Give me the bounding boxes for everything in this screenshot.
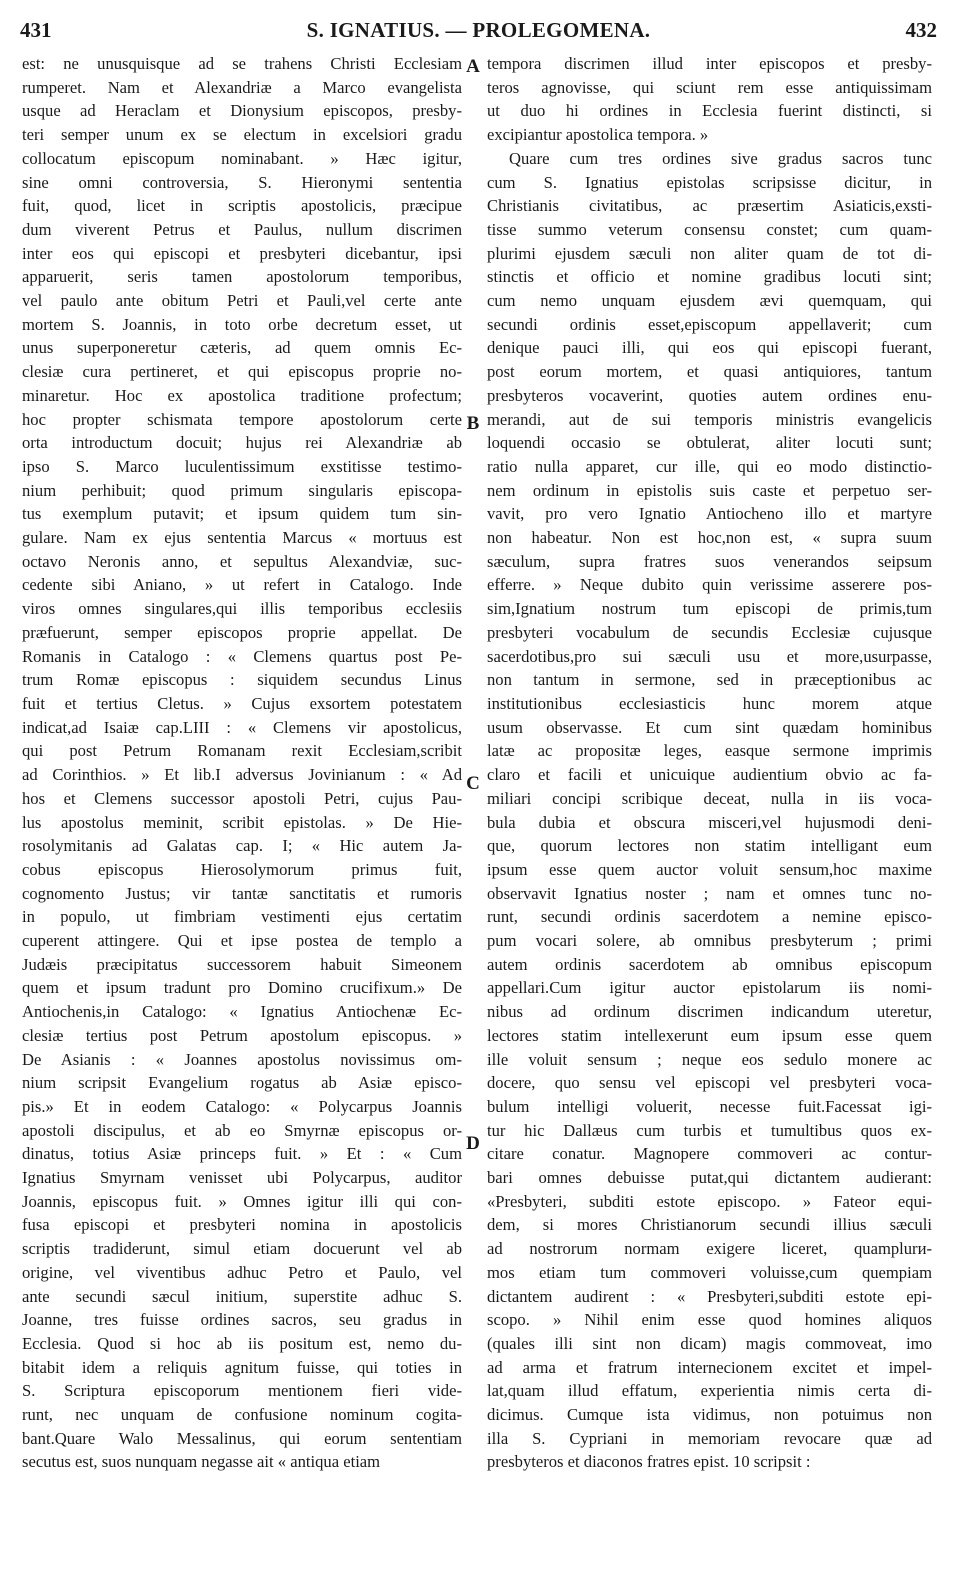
text-line: scriptis tradiderunt, simul etiam docuerunt vel ab — [22, 1239, 462, 1259]
right-column — [487, 52, 932, 1572]
text-line: ante secundi sæcul initium, superstite adhuc S. — [22, 1286, 462, 1306]
text-line: clesiæ cura pertineret, et qui episcopus proprie no- — [22, 362, 462, 382]
text-line: lectores statim intellexerunt eum ipsum esse quem — [487, 1025, 932, 1045]
text-line: præfuerunt, semper episcopos proprie appellat. De — [22, 622, 462, 642]
text-line: ille voluit sensum ; neque eos sedulo monere ac — [487, 1049, 932, 1069]
text-line: fusa episcopi et presbyteri nomina in apostolicis — [22, 1215, 462, 1235]
text-line: presbyteros et diaconos fratres epist. 10 scripsit : — [487, 1452, 811, 1472]
text-line: plurimi ejusdem sæculi non aliter quam de tot di- — [487, 243, 932, 263]
text-line: rumperet. Nam et Alexandriæ a Marco evangelista — [22, 77, 462, 97]
text-line: cedente sibi Aniano, » ut refert in Catalogo. Inde — [22, 575, 462, 595]
text-line: secundi ordinis esset,episcopum appellaverit; cum — [487, 314, 932, 334]
text-line: unus superponeretur cæteris, ad quem omnis Ec- — [22, 338, 462, 358]
text-line: denique pauci illi, qui eos qui episcopi fuerant, — [487, 338, 932, 358]
text-line: nium perhibuit; quod primum singularis episcopa- — [22, 480, 462, 500]
text-line: ad arma et fratrum internecionem excitet et impel- — [487, 1357, 932, 1377]
text-line: indicat,ad Isaiæ cap.LIII : « Clemens vir apostolicus, — [22, 717, 462, 737]
text-line: rosolymitanis ad Galatas cap. I; « Hic autem Ja- — [22, 836, 462, 856]
text-line: bula dubia et obscura misceri,vel hujusmodi deni- — [487, 812, 932, 832]
text-line: mortem S. Joannis, in toto orbe decretum esset, ut — [22, 314, 462, 334]
text-line: observavit Ignatius noster ; nam et omnes tunc no- — [487, 883, 932, 903]
text-line: Antiochenis,in Catalogo: « Ignatius Antiochenæ Ec- — [22, 1002, 462, 1022]
text-line: tur hic Dallæus cum turbis et tumultibus quos ex- — [487, 1120, 932, 1140]
text-line: sim,Ignatium nostrum tum episcopi de primis,tum — [487, 599, 932, 619]
text-line: autem ordinis sacerdotem ab omnibus episcopum — [487, 954, 932, 974]
text-line: pum vocari solere, ab omnibus presbyterum ; primi — [487, 931, 932, 951]
text-line: institutionibus ecclesiasticis hunc morem atque — [487, 693, 932, 713]
text-line: dum viverent Petrus et Paulus, nullum discrimen — [22, 219, 462, 239]
text-line: ad Corinthios. » Et lib.I adversus Jovinianum : « Ad — [22, 765, 462, 785]
section-marker-a: A — [466, 56, 480, 77]
text-line: orta introductum docuit; hujus rei Alexandriæ ab — [22, 433, 462, 453]
text-line: loquendi occasio se obtulerat, aliter locuti sunt; — [487, 433, 932, 453]
text-line: sacerdotibus,pro sui sæculi usu et more,usurpasse, — [487, 646, 932, 666]
text-line: bari omnes debuisse putat,qui dictantem audierant: — [487, 1168, 932, 1188]
text-line: runt, secundi ordinis sacerdotem a nemine episco- — [487, 907, 932, 927]
text-line: ut duo hi ordines in Ecclesia fuerint distincti, si — [487, 101, 932, 121]
text-line: appellari.Cum igitur auctor epistolarum iis nomi- — [487, 978, 932, 998]
text-line: apparuerit, seris tamen apostolorum temporibus, — [22, 267, 462, 287]
section-marker-d: D — [466, 1133, 480, 1154]
text-line: citare conatur. Magnopere commoveri ac contur- — [487, 1144, 932, 1164]
left-column — [22, 52, 462, 1572]
text-line: ipsum esse quem auctor voluit sensum,hoc maxime — [487, 859, 932, 879]
page-number-left: 431 — [20, 18, 52, 42]
text-line: miliari concipi scribique deceat, nulla in iis voca- — [487, 788, 932, 808]
text-line: merandi, aut de sui temporis ministris evangelicis — [487, 409, 932, 429]
text-line: trum Romæ episcopus : siquidem secundus Linus — [22, 670, 462, 690]
text-line: sine omni controversia, S. Hieronymi sententia — [22, 172, 462, 192]
text-line: hoc propter schismata tempore apostolorum certe — [22, 409, 462, 429]
text-line: presbyteri vocabulum de secundis Ecclesiæ cujusque — [487, 622, 932, 642]
text-line: ipso S. Marco luculentissimum exstitisse testimo- — [22, 456, 462, 476]
text-line: Ecclesia. Quod si hoc ab iis positum est, nemo du- — [22, 1333, 462, 1353]
text-line: lat,quam illud effatum, experientia nimis certa di- — [487, 1381, 932, 1401]
text-line: clesiæ tertius post Petrum apostolum episcopus. » — [22, 1025, 462, 1045]
running-title: S. IGNATIUS. — PROLEGOMENA. — [306, 18, 651, 42]
text-line: (quales illi sint non dicam) magis commoveat, imo — [487, 1333, 932, 1353]
text-line: bulum intelligi voluerit, necesse fuit.Facessat igi- — [487, 1096, 932, 1116]
text-line: gulare. Nam ex ejus sententia Marcus « mortuus est — [22, 528, 462, 548]
text-line: qui post Petrum Romanam rexit Ecclesiam,scribit — [22, 741, 462, 761]
text-line: secutus est, suos nunquam negasse ait « antiqua etiam — [22, 1452, 381, 1472]
text-line: Judæis præcipitatus successorem habuit Simeonem — [22, 954, 462, 974]
text-line: runt, nec unquam de confusione nominum cogita- — [22, 1405, 462, 1425]
text-line: apostoli discipulus, et ab eo Smyrnæ episcopus or- — [22, 1120, 462, 1140]
text-line: claro et facili et unicuique audientium obvio ac fa- — [487, 765, 932, 785]
text-line: ratio nulla apparet, cur ille, qui eo modo distinctio- — [487, 456, 932, 476]
text-line: est: ne unusquisque ad se trahens Christi Ecclesiam — [22, 54, 462, 73]
text-line: tempora discrimen illud inter episcopos et presby- — [487, 54, 932, 73]
text-line: illa S. Cypriani in memoriam revocare quæ ad — [487, 1428, 932, 1448]
text-line: latæ ac propositæ leges, easque sermone imprimis — [487, 741, 932, 761]
text-line: Joanne, tres fuisse ordines sacros, seu gradus in — [22, 1310, 462, 1330]
text-line: usum observasse. Et cum sint quædam hominibus — [487, 717, 932, 737]
text-line: docere, quo sensu vel episcopi vel presbyteri voca- — [487, 1073, 932, 1093]
text-line: cum nemo unquam ejusdem ævi quemquam, qui — [487, 291, 932, 311]
text-line: scopo. » Nihil enim esse quod homines aliquos — [487, 1310, 932, 1330]
text-line: nium scripsit Evangelium rogatus ab Asiæ episco- — [22, 1073, 462, 1093]
text-line: usque ad Heraclam et Dionysium episcopos, presby- — [22, 101, 462, 121]
text-line: Ignatius Smyrnam venisset ubi Polycarpus, auditor — [22, 1168, 462, 1188]
text-line: cobus episcopus Hierosolymorum primus fuit, — [22, 859, 462, 879]
text-line: teros agnovisse, qui sciunt rem esse antiquissimam — [487, 77, 932, 97]
text-line: fuit et tertius Cletus. » Cujus exsortem potestatem — [22, 693, 462, 713]
text-line: S. Scriptura episcoporum mentionem fieri vide- — [22, 1381, 462, 1401]
text-line: cum S. Ignatius epistolas scripsisse dicitur, in — [487, 172, 932, 192]
text-line: dictantem audirent : « Presbyteri,subditi estote epi- — [487, 1286, 932, 1306]
text-line: Quare cum tres ordines sive gradus sacros tunc — [509, 148, 932, 168]
text-line: cuperent attingere. Qui et ipse postea de templo a — [22, 931, 462, 951]
text-line: quem et ipsum tradunt pro Domino crucifixum.» De — [22, 978, 462, 998]
text-line: pis.» Et in eodem Catalogo: « Polycarpus Joannis — [22, 1096, 462, 1116]
text-line: minaretur. Hoc ex apostolica traditione profectum; — [22, 385, 462, 405]
text-line: stinctis et officio et nomine gradibus locuti sint; — [487, 267, 932, 287]
text-line: Christianis civitatibus, ac præsertim Asiaticis,exsti- — [487, 196, 932, 216]
text-line: tus exemplum putavit; et ipsum quidem tum sin- — [22, 504, 462, 524]
text-line: fuit, quod, licet in scriptis apostolicis, præcipue — [22, 196, 462, 216]
text-line: viros omnes singulares,qui illis temporibus ecclesiis — [22, 599, 462, 619]
text-line: nem ordinum in epistolis suis caste et perpetuo ser- — [487, 480, 932, 500]
section-marker-b: B — [466, 413, 480, 434]
text-line: dinatus, totius Asiæ princeps fuit. » Et : « Cum — [22, 1144, 462, 1164]
text-line: non tantum in sermone, sed in præceptionibus ac — [487, 670, 932, 690]
text-line: collocatum episcopum nominabant. » Hæc igitur, — [22, 148, 462, 168]
text-line: cognomento Justus; vir tantæ sanctitatis et rumoris — [22, 883, 462, 903]
text-line: dicimus. Cumque ista vidimus, non potuimus non — [487, 1405, 932, 1425]
text-line: «Presbyteri, subditi estote episcopo. » Fateor equi- — [487, 1191, 932, 1211]
running-header — [14, 14, 943, 44]
text-line: excipiantur apostolica tempora. » — [487, 125, 709, 145]
text-line: Romanis in Catalogo : « Clemens quartus post Pe- — [22, 646, 462, 666]
section-marker-c: C — [466, 773, 480, 794]
text-line: inter eos qui episcopi et presbyteri dicebantur, ipsi — [22, 243, 462, 263]
text-line: De Asianis : « Joannes apostolus novissimus om- — [22, 1049, 462, 1069]
text-line: teri semper unum ex se electum in excelsiori gradu — [22, 125, 462, 145]
text-line: mos etiam tum commoveri voluisse,cum quempiam — [487, 1262, 932, 1282]
text-line: tisse summo veterum consensu constet; cum quam- — [487, 219, 932, 239]
text-line: non habeatur. Non est hoc,non est, « supra suum — [487, 528, 932, 548]
text-line: efferre. » Neque dubito quin verissime asserere pos- — [487, 575, 932, 595]
text-line: nibus ad ordinum discrimen indicandum uteretur, — [487, 1002, 932, 1022]
text-line: octavo Neronis anno, et sepultus Alexandviæ, suc- — [22, 551, 462, 571]
page-number-right: 432 — [905, 18, 937, 42]
text-line: dem, si mores Christianorum secundi illius sæculi — [487, 1215, 932, 1235]
text-line: bitabit idem a reliquis agnitum fuisse, qui toties in — [22, 1357, 462, 1377]
text-line: origine, vel viventibus adhuc Petro et Paulo, vel — [22, 1262, 462, 1282]
text-line: vavit, pro vero Ignatio Antiocheno illo et martyre — [487, 504, 932, 524]
text-line: post eorum mortem, et quasi antiquiores, tantum — [487, 362, 932, 382]
text-line: sæculum, supra fratres suos venerandos seipsum — [487, 551, 932, 571]
text-line: que, quorum lectores non statim intelligant eum — [487, 836, 932, 856]
text-line: ad nostrorum normam exigere liceret, quamplurи- — [487, 1239, 932, 1259]
text-line: hos et Clemens successor apostoli Petri, cujus Pau- — [22, 788, 462, 808]
text-line: vel paulo ante obitum Petri et Pauli,vel certe ante — [22, 291, 462, 311]
text-line: presbyteros vocaverint, quoties autem ordines enu- — [487, 385, 932, 405]
text-line: Joannis, episcopus fuit. » Omnes igitur illi qui con- — [22, 1191, 462, 1211]
text-line: bant.Quare Walo Messalinus, qui eorum sententiam — [22, 1428, 462, 1448]
text-line: in populo, ut fimbriam vestimenti ejus certatim — [22, 907, 462, 927]
text-line: lus apostolus meminit, scribit epistolas. » De Hie- — [22, 812, 462, 832]
